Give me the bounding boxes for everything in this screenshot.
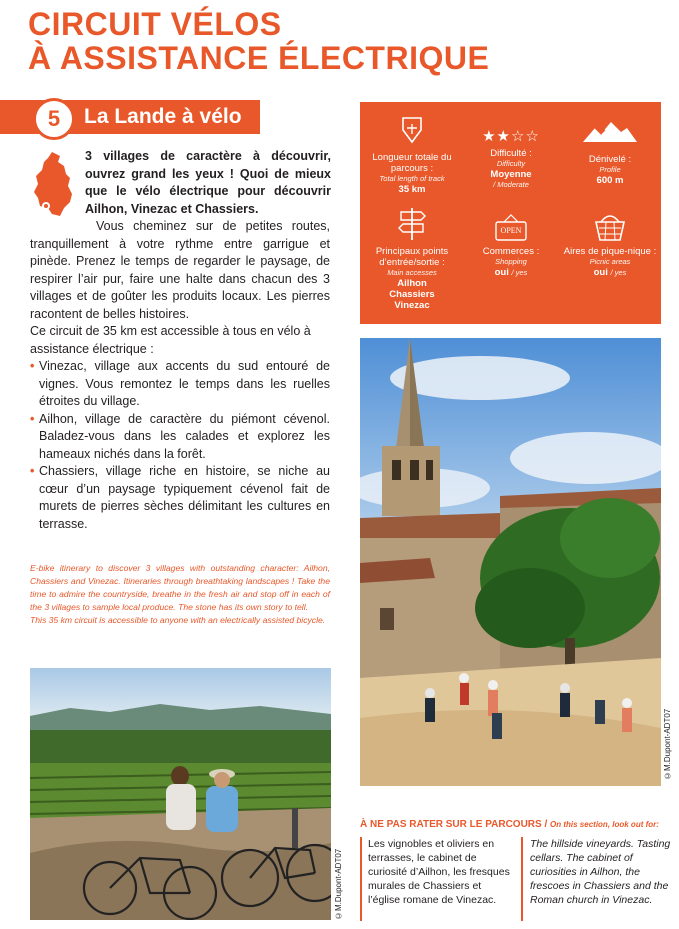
info-difficulty-en: Difficulty [496,159,526,168]
info-length [362,114,462,195]
dont-miss-title-en: On this section, look out for: [550,820,659,829]
photo-credit-left: ©M.Dupont-ADT07 [334,848,343,920]
info-shops-value: oui [494,267,509,278]
info-shops-value-en: / yes [511,268,528,277]
ardeche-map-icon [30,150,80,218]
bullet-icon: • [30,464,35,478]
info-length-value: 35 km [398,184,426,195]
info-shops-label: Commerces : [482,246,540,257]
star-filled-icon: ★ [496,128,511,145]
photo-credit-right: ©M.Dupont-ADT07 [663,708,672,780]
info-elevation [560,120,660,186]
info-difficulty [461,130,561,190]
english-summary-text: E-bike itinerary to discover 3 villages with outstanding character: Ailhon, Chassiers and Vinezac. Itineraries through breathtaking landscapes ! Take the time to admire the countryside, breathe in the fresh air and stop off in each of the 3 villages to sample local produce. The stone has its own story to tell. [30,563,330,612]
star-empty-icon: ☆ [525,128,540,145]
dont-miss-text-fr: Les vignobles et oliviers en terrasses, le cabinet de curiosité d’Ailhon, les fresques murales de Chassiers et l’église romane de Vinezac. [368,838,510,906]
info-picnic-value-row [560,267,660,278]
open-sign-icon [494,214,528,242]
dont-miss-text-en: The hillside vineyards. Tasting cellars. The cabinet of curiosities in Ailhon, the frescoes in Chassiers and the Roman church in Vinezac. [530,838,671,906]
info-difficulty-label: Difficulté : [490,148,532,159]
page-title-line2: À ASSISTANCE ÉLECTRIQUE [28,40,490,76]
list-item [30,463,330,533]
route-info-panel [360,102,661,324]
circuit-paragraph: Ce circuit de 35 km est accessible à tous en vélo à assistance électrique : [30,324,311,356]
info-access-en: Main accesses [387,268,437,277]
info-elevation-value: 600 m [596,175,624,186]
divider-line [521,837,523,921]
open-sign-text: OPEN [500,226,522,235]
info-picnic-label: Aires de pique-nique : [563,246,657,257]
divider-line [360,837,362,921]
list-item-text: Chassiers, village riche en histoire, se niche au cœur d’un paysage typiquement cévenol fait de murets de pierres sèches délimitant les cultures en terrasse. [39,464,330,531]
village-list [30,358,330,533]
difficulty-stars [461,130,561,144]
english-summary [30,562,330,627]
english-summary-text-2: This 35 km circuit is accessible to anyone with an electrically assisted bicycle. [30,615,326,625]
vineyard-cyclists-photo [30,668,331,920]
section-title: La Lande à vélo [84,105,242,128]
info-picnic-en: Picnic areas [589,257,631,266]
dont-miss-separator: / [541,819,551,830]
info-length-en: Total length of track [379,174,445,183]
info-shops-en: Shopping [495,257,527,266]
info-difficulty-value: Moyenne [490,169,532,180]
info-picnic-value-en: / yes [610,268,627,277]
list-item-text: Vinezac, village aux accents du sud entouré de vignes. Vous remontez le temps dans les ruelles étroites du village. [39,359,330,408]
info-shops-value-row [461,267,561,278]
route-marker-icon [395,114,429,148]
info-picnic-value: oui [593,267,608,278]
info-access-value: Chassiers [389,289,435,300]
signpost-icon [395,206,429,242]
star-filled-icon: ★ [482,128,497,145]
list-item [30,358,330,411]
info-access-value: Vinezac [394,300,430,311]
info-access [362,206,462,311]
info-difficulty-value-en: / Moderate [493,180,529,189]
lead-paragraph: 3 villages de caractère à découvrir, ouvrez grand les yeux ! Quoi de mieux que le vélo électrique pour découvrir Ailhon, Vinezac et Chassiers. [85,149,331,216]
info-shops [461,214,561,278]
page-title-line1: CIRCUIT VÉLOS [28,6,282,42]
info-access-label: Principaux points d’entrée/sortie : [375,246,449,268]
list-item [30,411,330,464]
section-number-badge: 5 [33,98,75,140]
info-length-label: Longueur totale du parcours : [372,152,452,174]
bullet-icon: • [30,359,35,373]
mountain-profile-icon [581,120,639,144]
info-picnic [560,210,660,278]
dont-miss-title-fr: À NE PAS RATER SUR LE PARCOURS [360,819,542,830]
info-access-value: Ailhon [397,278,427,289]
info-elevation-en: Profile [599,165,621,174]
village-church-photo [360,338,661,786]
star-empty-icon: ☆ [511,128,526,145]
picnic-basket-icon [593,210,627,242]
list-item-text: Ailhon, village de caractère du piémont cévenol. Baladez-vous dans les calades et explorez les hameaux nichés dans la forêt. [39,411,330,461]
intro-paragraph: Vous cheminez sur de petites routes, tranquillement à votre rythme entre garrigue et pinède. Prenez le temps de regarder le paysage, de respirer l’air pur, faire une halte dans chacun des 3 villages et de goûter les produits locaux. Les pierres racontent de belles histoires. [30,219,330,321]
bullet-icon: • [30,411,35,426]
dont-miss-heading [360,819,670,830]
info-elevation-label: Dénivelé : [588,154,632,165]
